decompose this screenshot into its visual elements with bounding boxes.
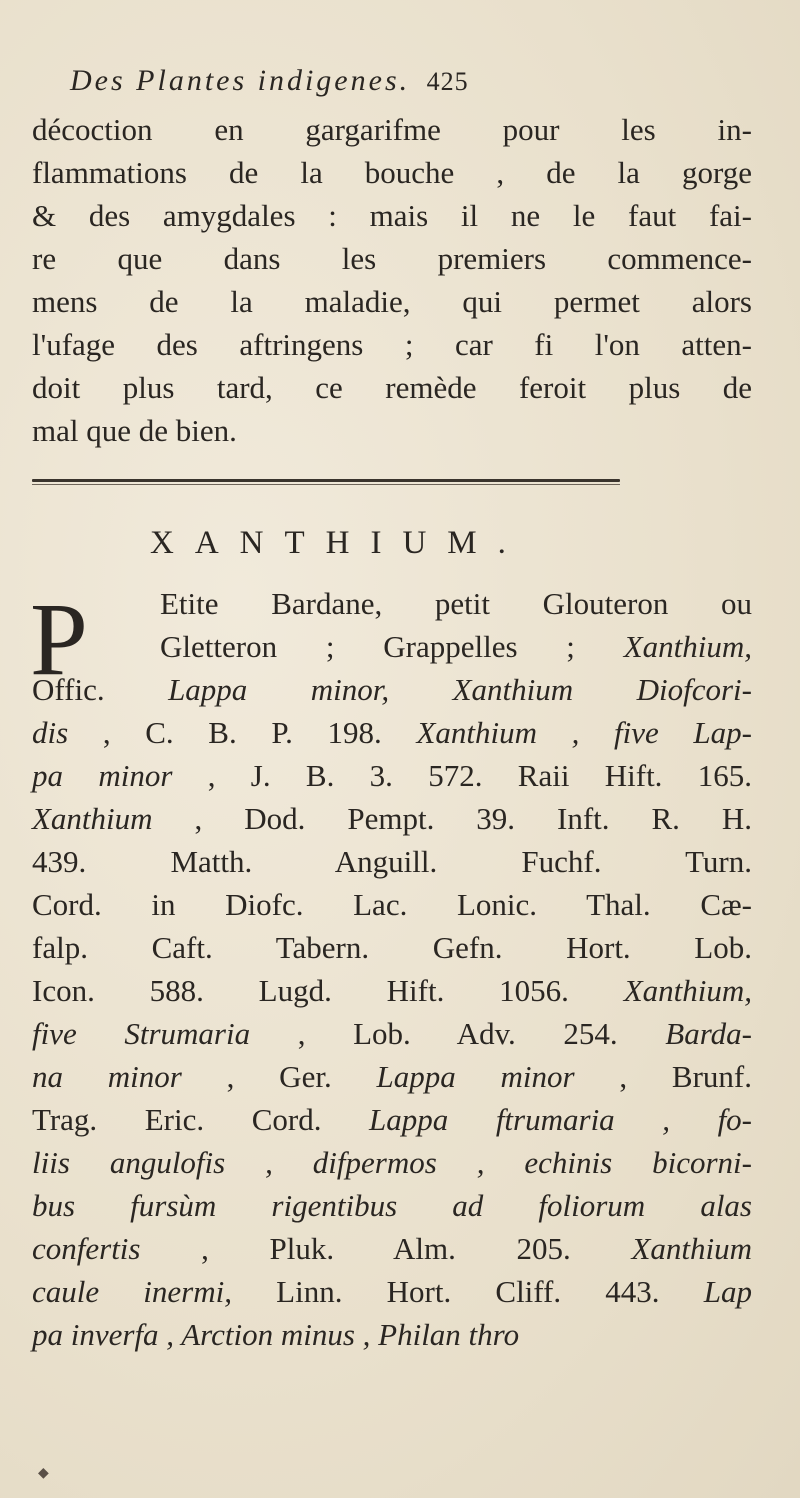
text-line: mal que de bien. (32, 413, 237, 448)
page-number: 425 (426, 67, 469, 96)
italic-run: bus fursùm rigentibus ad foliorum alas (32, 1188, 752, 1223)
italic-run: Barda- (665, 1016, 752, 1051)
text-line (32, 582, 752, 625)
text-line: mens de la maladie, qui permet alors (32, 284, 752, 319)
roman-run: Gletteron ; Grappelles ; (160, 629, 624, 664)
roman-run: Cord. in Diofc. Lac. Lonic. Thal. Cæ- (32, 887, 752, 922)
text-line (32, 1098, 752, 1141)
text-line: flammations de la bouche , de la gorge (32, 155, 752, 190)
italic-run: pa minor (32, 758, 173, 793)
roman-run: , J. B. 3. 572. Raii Hift. 165. (172, 758, 752, 793)
text-line (32, 1055, 752, 1098)
roman-run: Etite Bardane, petit Glouteron ou (160, 586, 752, 621)
text-line (32, 754, 752, 797)
italic-run: Xanthium, (623, 973, 752, 1008)
text-line: & des amygdales : mais il ne le faut fai- (32, 198, 752, 233)
text-line (32, 1012, 752, 1055)
italic-run: na minor (32, 1059, 182, 1094)
text-line: re que dans les premiers commence- (32, 241, 752, 276)
text-line (32, 1270, 752, 1313)
italic-run: Xanthium, (623, 629, 752, 664)
italic-run: Lappa minor, Xanthium Diofcori- (168, 672, 752, 707)
roman-run: Offic. (32, 672, 169, 707)
italic-run: Lappa ftrumaria , fo- (369, 1102, 752, 1137)
italic-run: five Strumaria (32, 1016, 251, 1051)
roman-run: Trag. Eric. Cord. (32, 1102, 370, 1137)
italic-run: confertis (32, 1231, 141, 1266)
text-line (32, 1227, 752, 1270)
drop-cap: P (30, 582, 88, 697)
italic-run: dis (32, 715, 69, 750)
italic-run: Xanthium (631, 1231, 752, 1266)
text-line (32, 1184, 752, 1227)
roman-run: , C. B. P. 198. (68, 715, 417, 750)
section-heading: XANTHIUM. (150, 525, 527, 561)
italic-run: Xanthium (32, 801, 153, 836)
text-line (32, 883, 752, 926)
text-line (32, 1141, 752, 1184)
running-head-title: Des Plantes indigenes. (70, 64, 411, 97)
italic-run: caule inermi, (32, 1274, 232, 1309)
text-line (32, 969, 752, 1012)
text-line: décoction en gargarifme pour les in- (32, 112, 752, 147)
running-head (70, 64, 750, 98)
roman-run: , Pluk. Alm. 205. (140, 1231, 632, 1266)
text-line: l'ufage des aftringens ; car fi l'on atten- (32, 327, 752, 362)
text-line (32, 926, 752, 969)
xanthium-entry (32, 582, 752, 1356)
italic-run: liis angulofis , difpermos , echinis bicorni- (32, 1145, 752, 1180)
roman-run: Icon. 588. Lugd. Hift. 1056. (32, 973, 624, 1008)
roman-run: , Ger. (181, 1059, 377, 1094)
section-divider (32, 479, 620, 482)
roman-run: , Dod. Pempt. 39. Inft. R. H. (152, 801, 752, 836)
roman-run: , Lob. Adv. 254. (250, 1016, 666, 1051)
text-line: doit plus tard, ce remède feroit plus de (32, 370, 752, 405)
ornament-mark: ◆ (38, 1465, 49, 1481)
italic-run: Xanthium , five Lap- (416, 715, 752, 750)
text-line (32, 668, 752, 711)
text-line (32, 625, 752, 668)
text-line (32, 797, 752, 840)
roman-run: , Brunf. (574, 1059, 752, 1094)
italic-run: Lappa minor (376, 1059, 575, 1094)
text-line (32, 840, 752, 883)
italic-run: pa inverfa , Arction minus , Philan thro (32, 1317, 520, 1352)
roman-run: falp. Caft. Tabern. Gefn. Hort. Lob. (32, 930, 752, 965)
roman-run: 439. Matth. Anguill. Fuchf. Turn. (32, 844, 752, 879)
continued-paragraph (32, 108, 752, 452)
italic-run: Lap (703, 1274, 752, 1309)
roman-run: Linn. Hort. Cliff. 443. (232, 1274, 704, 1309)
text-line (32, 1313, 752, 1356)
text-line (32, 711, 752, 754)
